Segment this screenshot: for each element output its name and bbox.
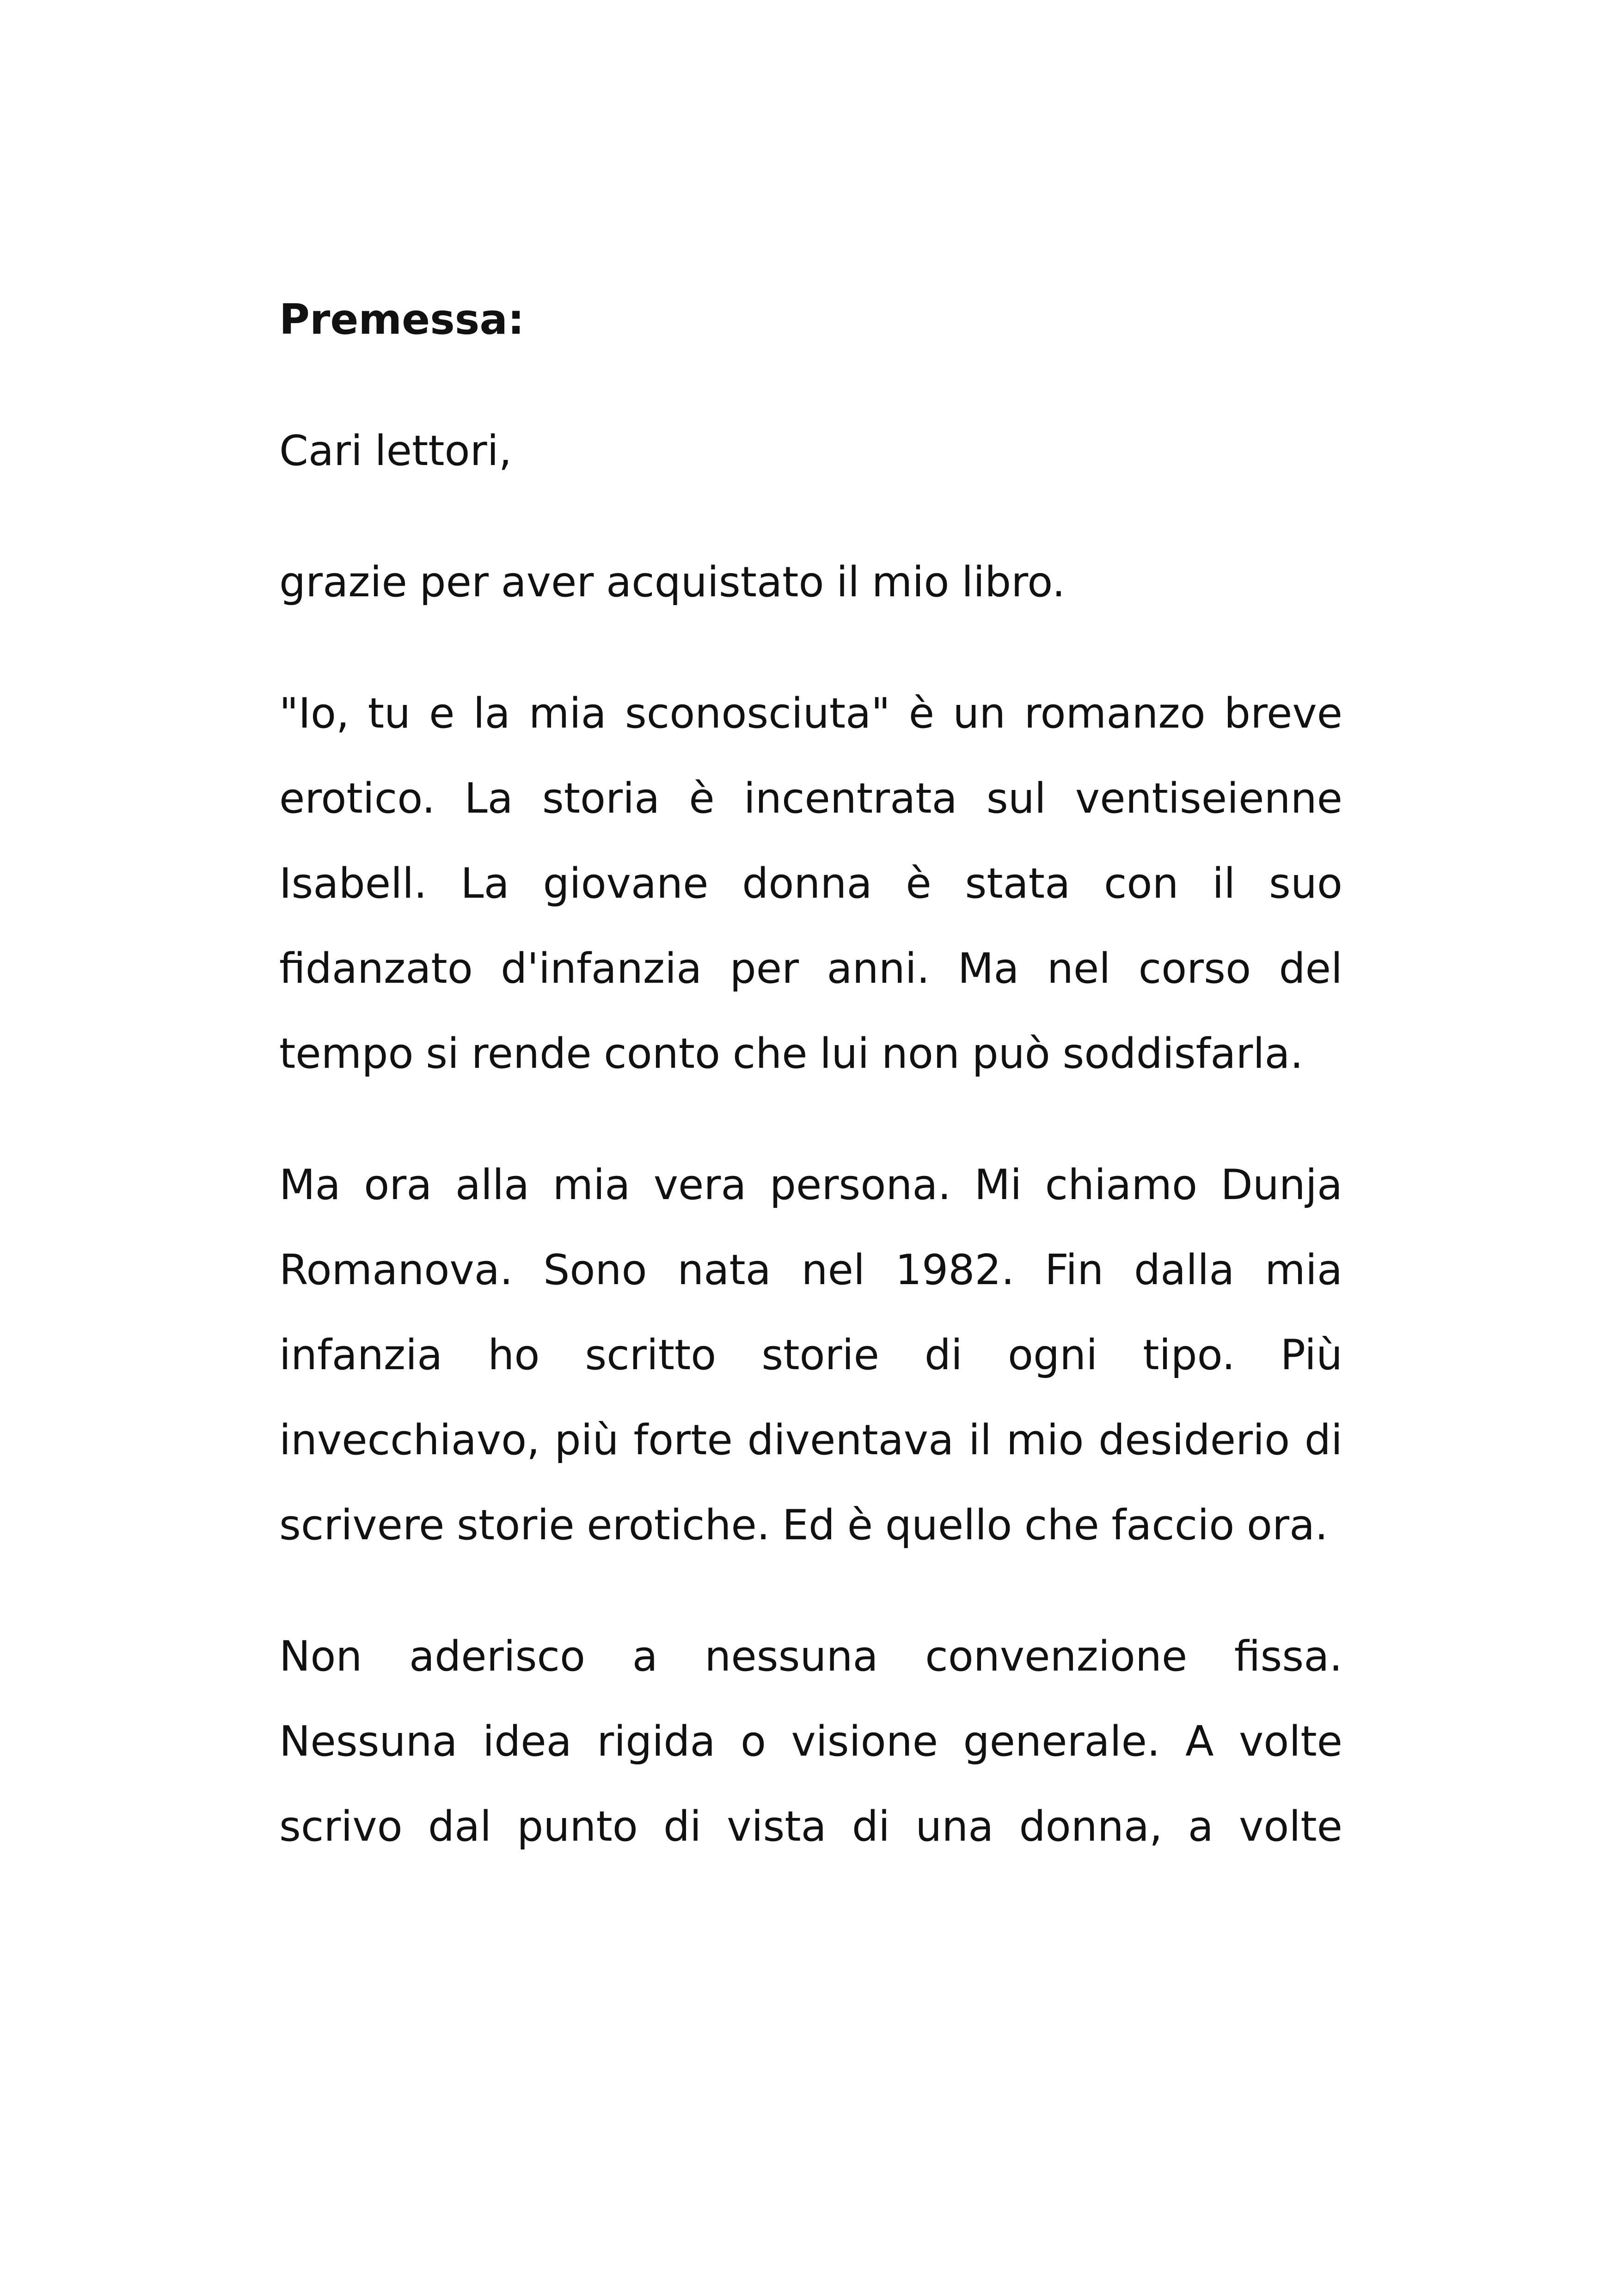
paragraph-author-intro: Ma ora alla mia vera persona. Mi chiamo Dunja Romanova. Sono nata nel 1982. Fin dalla mia infanzia ho scritto storie di ogni tipo. Più invecchiavo, più forte diventava il mio desiderio di scrivere storie erotiche. Ed è quello che faccio ora. xyxy=(279,1161,1342,1549)
document-body xyxy=(279,277,1342,1916)
paragraph-writing-style: Non aderisco a nessuna convenzione fissa. Nessuna idea rigida o visione generale. A volte scrivo dal punto di vista di una donna, a volte xyxy=(279,1632,1342,1851)
paragraph-greeting: Cari lettori, xyxy=(279,427,512,475)
paragraph-book-summary: "Io, tu e la mia sconosciuta" è un romanzo breve erotico. La storia è incentrata sul ventiseienne Isabell. La giovane donna è stata con il suo fidanzato d'infanzia per anni. Ma nel corso del tempo si rende conto che lui non può soddisfarla. xyxy=(279,689,1342,1078)
paragraph-thanks: grazie per aver acquistato il mio libro. xyxy=(279,558,1066,606)
section-heading: Premessa: xyxy=(279,295,525,344)
